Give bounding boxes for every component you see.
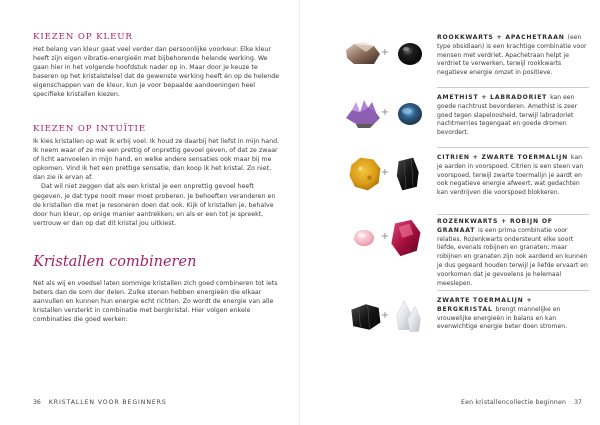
combination-title: CITRIEN + ZWARTE TOERMALIJN: [437, 154, 571, 161]
paragraph-kleur-text: Het belang van kleur gaat veel verder dan persoonlijke voorkeur. Elke kleur heeft zijn eigen vibratie-energieën met bijbehorende helende werking. We gaan hier in het volgende hoofdstuk nader op in. Maar door je keuze te baseren op het kristalstelsel dat de gewenste werking heeft én op de helende eigenschappen van de kleur, kun je voor bepaalde aandoeningen heel specifieke kristallen kiezen.: [33, 46, 280, 99]
running-title-left: KRISTALLEN VOOR BEGINNERS: [48, 399, 167, 406]
running-title-right: Een kristallencollectie beginnen: [460, 399, 567, 406]
plus-sign: +: [380, 231, 390, 242]
combination-title: ROZENKWARTS + ROBIJN OF GRANAAT: [437, 218, 553, 234]
combination-title: ZWARTE TOERMALIJN + BERGKRISTAL: [437, 297, 533, 313]
combination-entry: [300, 94, 600, 158]
folio-right: [461, 399, 582, 406]
plus-sign: +: [380, 310, 390, 321]
heading-kiezen-op-kleur: KIEZEN OP KLEUR: [33, 32, 133, 42]
clear-quartz-stone: [397, 301, 421, 332]
entry-divider: [437, 147, 589, 148]
combination-text: [437, 218, 589, 288]
citrine-stone: [350, 158, 381, 191]
combination-text: [437, 94, 589, 138]
paragraph-combineren: [33, 279, 284, 324]
combination-body: (een type obsidiaan) is een krachtige combinatie voor mensen met verdriet. Apachetraan helpt je verdriet te verwerken, terwijl rookkwarts negatieve energie omzet in positieve.: [437, 34, 587, 77]
combination-text: [437, 34, 589, 78]
page-number-right: 37: [574, 399, 582, 406]
entry-divider: [437, 214, 589, 215]
page-number-left: 36: [33, 399, 41, 406]
combination-body: brengt mannelijke en vrouwelijke energieën in balans en kan evenwichtige energie beter doen stromen.: [437, 305, 567, 331]
combination-body: kan je aarden in voorspoed. Citrien is een steen van voorspoed, terwijl zwarte toermalijn je aardt en ook negatieve energie afweert, wat gedachten kan verdrijven die voorspoed blokkeren.: [437, 154, 584, 197]
labradorite-stone: [398, 103, 422, 125]
paragraph-intuitie: [33, 137, 284, 228]
combination-text: [437, 154, 589, 198]
amethyst-stone: [346, 100, 380, 128]
combination-title: AMETHIST + LABRADORIET: [437, 94, 551, 101]
plus-sign: +: [380, 107, 390, 118]
plus-sign: +: [380, 167, 390, 178]
combination-entry: [300, 218, 600, 287]
paragraph-intuitie-2: Dat wil niet zeggen dat als een kristal je een onprettig gevoel heeft gegeven, je dat type nooit meer moet proberen. Je behoeften veranderen en de kristallen die met je resoneren doen dat ook. Kijk of kristallen je, behalve door hun kleur, op enige manier aantrekken; en als er een tot je spreekt, vertrouw er dan op dat dit kristal jou uitkiest.: [33, 183, 276, 227]
plus-sign: +: [380, 47, 390, 58]
paragraph-combineren-text: Net als wij en voedsel laten sommige kristallen zich goed combineren tot iets beters dan de som der delen. Zulke stenen hebben energieën die elkaar aanvullen en kunnen hun energie echt richten. Zo wordt de energie van alle kristallen versterkt in combinatie met bergkristal. Hier volgen enkele combinaties die goed werken:: [33, 280, 278, 324]
combination-entry: [300, 297, 600, 361]
right-page: [300, 0, 600, 425]
combination-text: [437, 297, 589, 332]
heading-kristallen-combineren: Kristallen combineren: [33, 254, 197, 270]
heading-kiezen-op-intuitie: KIEZEN OP INTUÏTIE: [33, 124, 147, 134]
paragraph-intuitie-1: Ik kies kristallen op wat ik erbij voel. Ik houd ze daarbij het liefst in mijn hand. Ik neem waar of ze me een prettig of onprettig gevoel geven, of dat ze zwaar of licht aanvoelen in mijn hand, en welke andere sensaties ook maar bij me opkomen. Vind ik het een prettige sensatie, dan koop ik het kristal. Zo niet, dan zie ik ervan af.: [33, 138, 280, 182]
entry-divider: [437, 87, 589, 88]
combination-title: ROOKKWARTS + APACHETRAAN: [437, 34, 568, 41]
combination-entry: [300, 34, 600, 98]
combination-body: is een prima combinatie voor relaties. Rozenkwarts ondersteunt elke soort liefde, evenals robijnen en granaten; maar robijnen en granaten zijn ook aardend en kunnen je dus gegeard houden terwijl je liefde ervaart en voorkomen dat je gevoelens je helemaal meeslepen.: [437, 226, 588, 287]
black-tourmaline-stone: [397, 158, 419, 191]
apache-tear-stone: [398, 43, 422, 65]
folio-left: [33, 399, 167, 406]
combination-entry: [300, 154, 600, 218]
entry-divider: [437, 290, 589, 291]
rose-quartz-stone: [354, 230, 374, 246]
black-tourmaline-stone: [351, 304, 380, 329]
paragraph-kleur: [33, 45, 284, 100]
combination-body: kan een goede nachtrust bevorderen. Amethist is zeer goed tegen slapeloosheid, terwijl labradoriet nachtmerries tegengaat en goede dromen bevordert.: [437, 94, 578, 137]
